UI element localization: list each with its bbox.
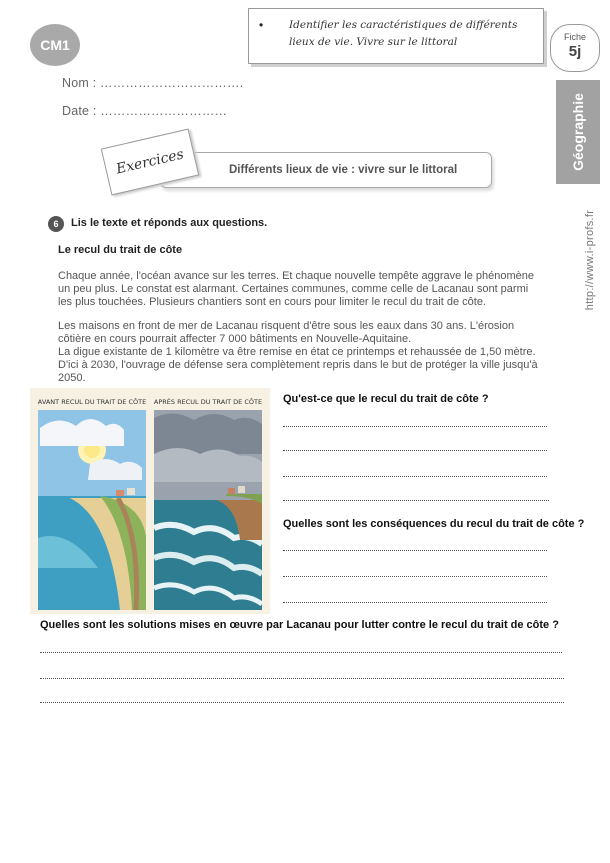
- level-badge: CM1: [30, 24, 80, 66]
- question-2: Quelles sont les conséquences du recul du trait de côte ?: [283, 518, 585, 530]
- coastline-illustration-svg: [30, 388, 270, 614]
- answer-line[interactable]: [40, 702, 564, 703]
- date-field: Date : …………………………: [62, 104, 228, 118]
- subject-tab: [556, 80, 600, 184]
- question-3: Quelles sont les solutions mises en œuvre par Lacanau pour lutter contre le recul du trait de côte ?: [40, 619, 559, 631]
- answer-line[interactable]: [40, 678, 564, 679]
- after-caption: APRÈS RECUL DU TRAIT DE CÔTE: [153, 398, 263, 406]
- objective-bullet: •: [259, 18, 264, 32]
- answer-line[interactable]: [283, 476, 547, 477]
- exercise-title: Différents lieux de vie : vivre sur le littoral: [229, 164, 458, 176]
- answer-line[interactable]: [283, 450, 547, 451]
- exercise-title-bar: [160, 152, 492, 188]
- answer-line[interactable]: [283, 426, 547, 427]
- text-title: Le recul du trait de côte: [58, 244, 183, 256]
- website-label: http://www.i-profs.fr: [584, 209, 596, 311]
- objective-box: [248, 8, 544, 64]
- answer-line[interactable]: [283, 602, 547, 603]
- paragraph-3: La digue existante de 1 kilomètre va être remise en état ce printemps et rehaussée de 1,50 mètre. D'ici à 2030, l'ouvrage de défense sera complètement repris dans le but de protéger la ville jusqu'à 2050.: [58, 346, 538, 384]
- answer-line[interactable]: [283, 550, 547, 551]
- fiche-label: Fiche: [563, 32, 586, 42]
- answer-line[interactable]: [283, 500, 549, 501]
- coastline-illustration: [30, 388, 270, 614]
- name-field: Nom : …………………………….: [62, 76, 244, 90]
- before-caption: AVANT RECUL DU TRAIT DE CÔTE: [37, 398, 147, 406]
- exercise-label: Exercices: [101, 128, 199, 195]
- paragraph-2: Les maisons en front de mer de Lacanau risquent d'être sous les eaux dans 30 ans. L'érosion côtière en cours pourrait affecter 7 000 bâtiments en Nouvelle-Aquitaine.: [58, 320, 515, 345]
- objective-text: Identifier les caractéristiques de différents lieux de vie. Vivre sur le littoral: [289, 19, 518, 48]
- exercise-number: 6: [48, 216, 64, 232]
- paragraph-1: Chaque année, l'océan avance sur les terres. Et chaque nouvelle tempête aggrave le phénomène un peu plus. Le constat est alarmant. Certaines communes, comme celle de Lacanau sont parmi les plus touchées. Plusieurs chantiers sont en cours pour limiter le recul du trait de côte.: [58, 270, 535, 308]
- after-panel: [154, 410, 262, 610]
- answer-line[interactable]: [40, 652, 562, 653]
- exercise-instruction: Lis le texte et réponds aux questions.: [71, 217, 268, 229]
- fiche-box: [550, 24, 600, 72]
- before-panel: [38, 410, 146, 610]
- fiche-number: 5j: [568, 43, 582, 60]
- answer-line[interactable]: [283, 576, 547, 577]
- question-1: Qu'est-ce que le recul du trait de côte ?: [283, 393, 489, 405]
- subject-tab-label: Géographie: [570, 93, 586, 171]
